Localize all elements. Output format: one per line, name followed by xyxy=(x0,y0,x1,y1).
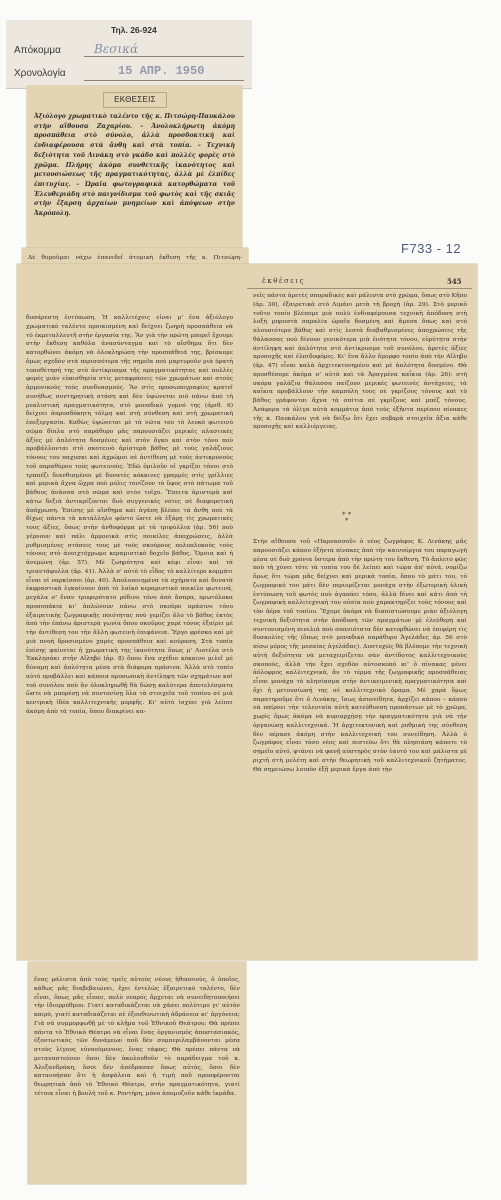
column-2b-text: Στὴν αἴθουσα τοῦ «Παρνασσοῦ» ὁ νέος ζωγράφος Κ. Λινάκης μᾶς παρουσιάζει κάπου ἑξήντα πίνακες ἀπὸ τὴν καινούργια του παραγωγὴ μέσα σὲ δυὸ χρόνια ὕστερα ἀπὸ τὴν πρώτη του ἔκθεση. Τὸ ἄπλετο φῶς ποὺ τὴ χύνει τότε τὰ τοπία του δὲ λείπει καὶ τώρα ἀπ' αὐτά, νομίζω ὅμως ὅτι τώρα μᾶς δείχνει καὶ μερικὰ τοπία, ὅπου τὸ μάτι του, τὸ ζωγραφικό του μάτι δὲν περιορίζεται μονάχα στὴν ἐξωτερικὴ ὑλικὴ ἐντύπωση τοῦ φωτὸς ποὺ ἀγαπάει τόσο, ἀλλὰ δίνει καὶ κάτι ἀπὸ τὴ ζωγραφικὴ καλλιτεχνικὴ του οὐσία ποὺ χαρακτηρίζει τοὺς τόνους καὶ τὸν ἀέρα τοῦ τοπίου. Ἔχομε ἀκόμα νὰ διαπιστώσουμε μιὰν ἀξιόλογη τεχνικὴ δεξιότητα στὴν ἀπόδοση τῶν πραγμάτων μὲ ἐλεύθερη καὶ συντονισμένη πινελιὰ ποὺ σπανιότατα δὲν κατορθώνει νὰ ἐπιφέρη τὶς δυσκολίες τῆς (ὅπως στὸ μοναδικὸ παράθυρο Ἀγελάδες ἀρ. 56 στὸ πίσω μέρος τῆς μεσαίας ἀγελάδας). Δυστυχῶς θὰ βλέπομε τὴν τεχνικὴ αὐτὴ δεξιότητα νὰ μεταχειρίζεται σὰν ἀντίδοτος καλλιτεχνικοὺς σκοπούς, ἀλλὰ τὴν ἔχει σχεδὸν αὐτοσκοπό κι' ὁ πίνακας μένει ἀόλοφρος καλλιτεχνικά, ἂν τὸ τέρμα τῆς ζωγραφικῆς προσπάθειας εἶναι μονάχα τὸ πλησίασμα στὴν ἀντικειμενικὴ πραγματικότητα καὶ ὄχι ἡ μετουσίωσή της σὲ καλλιτεχνικὸ ὅραμα. Μὲ χαρὰ ὅμως παρατηροῦμε ὅτι ὁ Λινάκης, ἴσως ἀσυνείδητα, ἀρχίζει κάπου – κάπου νὰ παίρνει τὴν τελευταία αὐτὴ κατεύθυνση προπάντων μὲ τὸ χρῶμα, χωρὶς ὅμως ἀκόμα νὰ κυριαρχήσῃ τὴν πραγματικότητα γιὰ νὰ τὴν ὀργανώσῃ καλλιτεχνικά. Ἡ ἀρχιτεκτονικὴ καὶ ρυθμικὴ της σύνθεση δὲν πέρασε ἀκόμη στὴν καλλιτεχνικὴ του συνείδηση. Ἀλλὰ ὁ ζωγράφος εἶναι τόσο νέος καὶ πιστεύω ὅτι θὰ πλησιάση κάποτε τὸ σημεῖο αὐτό, φτάνει νὰ φανῇ αὐστηρὸς στὸν ἑαυτό του καὶ μάλιστα μὲ ριχτὴ στὴ μελέτη καὶ στὴν θεωρητικὴ τοῦ καλλιτεχνικοῦ ζητήματος. Θὰ σημειώσω λοιπὸν ἑξῆ μερικὰ ἔργα ἀπὸ τὴν xyxy=(253,539,467,773)
section-header-box xyxy=(103,92,167,108)
running-head: ἐκθέσεις xyxy=(262,277,306,285)
apokomma-underline xyxy=(84,56,244,57)
section-title: ΕΚΘΕΣΕΙΣ xyxy=(114,95,156,104)
page-number: 545 xyxy=(447,277,462,286)
main-clipping xyxy=(17,264,477,960)
bottom-column-text: ἕνας μάλιστα ἀπὸ τοὺς τρεῖς αὐτοὺς νέους ἠθοποιούς, ὁ ὁποῖος, κάθως μᾶς διαβεβαιώνει, ἔχει ἐντελῶς ἐξαιρετικὸ ταλέντο, δὲν εἶναι, ὅπως μᾶς εἶπαν, πολὺ νεαρός ἄρχεται νὰ συνειδητοποιήσει τὴν ἰδιορρύθμου. Γιατί καταδικάζεται νὰ χάσει πολύτιμο γι' αὐτὸν καιρό, γιατί καταδικάζεται σὲ ἐξουθενωτικὴ ἀδράνεια κι' ἀργόνεια; Γιὰ νὰ συμμορφωθῇ μὲ τὸ κλῆμα τοῦ Ἐθνικοῦ Θεάτρου; Θὰ πρέπει πάντα τὸ Ἐθνικὸ Θέατρο νὰ εἶναι ἕνας ὀργανισμὸς ἀποστασιακός, ἐξοντωτικὸς τῶν δυνάμεων ποῦ δὲν συμπεριλαμβάνονται μέσα στοὺς λίγους εὐνοούμενους. ἕνας τάφος; Θὰ πρέπει πάντα νὰ μεταναστεύουν ὅσοι δὲν ἀκολουθοῦν τὸ παράδειγμα τοῦ κ. Ἀλεξανδράκη, ὅσοι δὲν ἀπέδρασαν ὅπως αὐτός, ὅσοι δὲν κατανοήσαν ὅτι ἡ ἀσφάλεια καὶ ἡ τιμή ποῦ προσφέρονται θεωρητικὰ ἀπὸ τὸ Ἐθνικὸ Θέατρο, στὴν πραγματικότητα, γιατί τέτοια εἶναι ἡ βουλὴ τοῦ κ. Ροντήρη, μόνο ἀπομυζοῦν κάθε ἱκμάδα. xyxy=(34,977,240,1097)
bottom-clipping xyxy=(28,962,246,1184)
apokomma-label: Απόκομμα xyxy=(14,45,61,56)
column-2-text: νεῖς πάντα ἀρετὲς σποραδικὲς καὶ μάλιστα στὸ χρῶμα, ὅπως στὸ Κῆπο (ἀρ. 30), ἐξαιρετικὰ στὸ Λιμάνι μετὰ τὴ βροχὴ (ἀρ. 29). Στὸ μερικὸ τοῦτο τοπίο βλέπομε μιὰ πολὺ ἐνδιαφέρουσα τεχνικὴ ἀπόδοση στὴ λοξὴ μπροστὰ παραλία ὡραῖα δοσμένη καὶ ἄμεσα ὅπως καὶ στὸ πλουσιότερο βάθος καὶ στὶς λεπτὰ διαβαθμισμένες ἀποχρώσεις τῆς θάλασσας ποὺ δίνουν γενικότερα μιὰ ἑνότητα τόνου, εὐρύτητα στὴν ἀντίληψη καὶ ἁπλότητα στὸ ἀντίκρυσμα τοῦ συνόλου, ἀρετὲς ἀξίες προσοχῆς καὶ ἐλπιδοφόρες. Κι' ἕνα ἄλλο ὄμορφο τοπίο ἀπὸ τὴν Αἴληβο (ἀρ. 47) εἶναι καλὰ ἀρχιτεκτονημένο καὶ μὲ ἁπλότητα δοσμένο. Θὰ προσθέσομε ἀκόμα σ' αὐτὰ καὶ τὰ Ἀραγμένα καΐκια (ἀρ. 26): στὴ σκόρα γαλάζια θάλασσα παίζουν μερικὲς φωτεινὲς ἀντάχειες, τὰ καΐκια προβάλλουν τὴν καμπύλη τους σὲ γκρίζους τόνους καὶ τὸ βάθος γράφονται ἄχνα τὰ σπίτια σὲ γκρίζους καὶ μπὲζ τόνους. Ἀνάφερα τὰ ὀλίγα αὐτὰ κομμάτια ἀπὸ τοὺς ἑξῆντα περίπου πίνακες τῆς κ. Παυκάλου γιὰ νὰ δείξω ὅτι ἔχει σοβαρὰ στοιχεῖα ἄξια κάθε προσοχῆς καὶ καλλιέργειας. xyxy=(253,293,467,431)
section-stars: * * * xyxy=(342,511,352,525)
clipping-card xyxy=(6,20,252,89)
tel-label: Τηλ. 26-924 xyxy=(111,25,157,35)
column-1-text: δυσάρεστη ἐντύπωση. Ἡ καλλιτέχνις εἶναι μ' ἕνα ἀξιόλογο χρωματικὸ ταλέντο προικισμένη καὶ δείχνει ζωηρὴ προσπάθεια νὰ τὸ ἐκμεταλλευτῆ στὴν ἐργασία της. Ἂν γιὰ τὴν πρώτη μπορεῖ ἔχουμε στὴν ἔκθεση καθόλα ἀνασύνταγμα καὶ τὸ αἴσθημα ὅτι δὲν κατορθώνει ἀκόμη νὰ ὁλοκληρώση τὴν προσπάθειά της, βρίσκομε ὅμως σχεδὸν στὰ περισσότερα τῆς σημεῖα ποὺ μαρτυροῦν μιὰ ὀρατὴ τοποθέτησή της στὸ ἀντίκρυσμα τῆς πραγματικότητας καὶ πολλὲς φορὲς μιὰν εὐαισθησία στὶς μεταφράσεις τῶν χρωμάτων καὶ στοὺς ἁρμονικοὺς τοὺς συνδυασμούς. Ἂν στὶς προσωπογραφίες κρατεῖ συνήθως συντηρητικὴ στάση καὶ δὲν ὑψώνεται πιὸ πάνω ἀπὸ τὴ ρεαλιστικὴ πραγματικότητα, στὸ μοναδικὸ γυμνό της (ἀριθ. 6) δείχνει ἀπροσδόκητη τόλμη καὶ στὴ σύνθεση καὶ στὴ χρωματικὴ ἐπεξεργασία. Καθὼς ὑψώνεται μὲ τὰ νῶτα του τὸ λευκὸ φωτεινὸ σῶμα δίπλα στὸ παράθυρο μᾶς παρουσιάζει μερικὲς πλαστικὲς ἀξίες μὲ ἁπλότητα δοσμένες καὶ στὸν ὄγκο καὶ στὸν τόνο ποὺ προβάλλονται στὸ σκοτεινὸ ἀρίστερὰ βάθος μὲ τοὺς γαλάζιους τόνους του παχυσκι καὶ ἀχρώμοι σὲ ἀντίθεση μὲ τοὺς ἀντικρυνοὺς τοῦ παραθύρου τοὺς φωτεινούς. Ἐδῶ ὁμιλοῦν οἱ γκρίζοι τόνοι στὸ τραπέζι διανθισμένοι μὲ δυνατὲς κόκκινες γραμμὲς στὶς γρίλλιες καὶ μερικὰ ἄχνα ὥχρα ποὺ μόλις τονίζουν τὸ ὕφος στὸ πάτωμα τοῦ βάθους ἀνάσσα στὸ σῶμα καὶ στὸν τοῖχο. Ἔπειτα ἀριστερὰ καὶ κάτω δεξιὰ ἀντικρίζονται δυὸ συγγενικὲς νότες σὲ διαφορετικὴ ἀπόχρωση. Ἐπίσης μὲ αἴσθημα καὶ ἀγάπη βλέπει τὰ ἄνθη ποὺ τὰ δίχως πάντα τὰ κατάλληλο φόντο ὥστε νὰ ἐξάρῃ τὶς χρωματικὲς τους ἀξίες, ὅπως στὴν ἀνθοφόρμα μὲ τὰ τριφύλλια (ἀρ. 56) ποὺ γέρνουν καὶ πάλι ἀρμονικὰ στὶς ποικίλες ἀποχρώσεις, ἀλλὰ ρυθμισμένες στάσεις τους μὲ τοὺς σκούρους πολυπλοκοὺς τοὺς τόνους στὸ ἀνοιχτόχρωμο κεραμιστικὸ δοχεῖο βάθος. Ὅμοια καὶ ἡ ἀνεμώνη (ἀρ. 57). Μὲ ζωηρότητα καὶ κέφι εἶναι καὶ τὰ τριαντάφυλλα (ἀρ. 41). Ἀλλὰ σ' αὐτὸ τὸ εἶδος τὸ καλλίτερο κομμάτι εἶναι οἱ ναρκίσσοι (ἀρ. 40). Ἀπολοποιημένα τὰ σχήματα καὶ δυνατὰ ἐκφραστικὰ ἐγκαίνουν ἀπὸ τὸ λαϊκὸ κεραμιστικὸ ποικίλο φωτεινά, μεγάλα σ' ἕναν τρυφερότατο ρόδινο τόνο ἀπὸ ἄσπρα, πρωτόλοκα προσοπάκια κι' ἁπλώνουν πάνω στὸ σκοῦρο πράσινο τόνο ἐξαιρετικὴς ζωγραφικῆς ποιότητας ποὺ γεμίζει ὅλο τὸ βάθος ἐκτὸς ἀπὸ τὴν ἐπάνω ἀριστερὰ γωνία ὅπου σκοῦρος χαρὲ τόνος ἐξαίρει μὲ τὴν ἀντίθεση του τὴν ἄλλη φωτεινὴ ἐπιφάνεια. Ἔργο φρέσκο καὶ μὲ μιὰ πνοὴ δροσισμένο χαρὲς προσπάθεια καὶ κούραση. Στὰ τοπία ἐπίσης φαίνεται ἡ χρωματικὴ της ἱκανότητα ὅπως μ' Λιοτέλα στὸ Ἐκκλησάκι στὴν Αἴληβο (ἀρ. 8) ὅπου ἕνα σχέδιο κόκκινο μιλεῖ μὲ δύναμη καὶ ἁπλότητα μέσα στὰ διάφορα πράσινα. Ἀλλὰ στὸ τοπίο αὐτὸ προβάλλει καὶ κάποια προσωπικὴ ἀντίληψη τῶν σχημάτων καὶ τοῦ συνόλου ποὺ ἂν ὁλοκληρωθῇ θὰ δώσῃ καλύτερα ἀποτελέσματα ὥστε νὰ μπορέσῃ νὰ συντονίσῃ ὅλα τὰ στοιχεῖα τοῦ τοπίου σὲ μιὰ κεντρικὴ ἰδέα καλλιτεχνικῆς μορφῆς. Κι' αὐτὸ ἰσχύει γιὰ λείπει ἀκόμη ἀπὸ τὰ τοπία, ὅπου διακρίνει κα- xyxy=(26,315,233,715)
chronologia-underline xyxy=(84,80,244,81)
article-summary: Ἀξιόλογο χρωματικὸ ταλέντο τῆς κ. Πιτσώρη-Παυκάλου στὴν αἴθουσα Ζαχαρίου. – Ἀνολοκλήρωτη ἀκόμη προσπάθεια στὸ σύνολο, ἀλλὰ προσδοκτική καὶ ἐνδιαφέρουσα στὰ ἄνθη καὶ στὰ τοπία. – Τεχνικὴ δεξιότητα τοῦ Λινάκη στὸ γκάδο καὶ πολλὲς φορὲς στὸ χρῶμα. Πλήρης ἀκόμα συνθετικῆς ἱκανότητος καὶ μετουσιώσεως τῆς πραγματικότητας, ἀλλὰ μὲ ἐλπίδες ἐπιτυχίας. – Ὡραῖα φωτογραφικὰ κατορθώματα τοῦ Ἐλευθεριάδη στὸ παιγνίδισμα τοῦ φωτὸς καὶ τῆς σκιᾶς στὴν ἔξαρση ἀρχαίων μνημείων καὶ ἀπόψεων στὴν Ἀκρόπολη. xyxy=(34,113,235,218)
chronologia-stamp-value: 15 ΑΠΡ. 1950 xyxy=(118,64,205,78)
article-intro: Δὲ θυμοῦμαι νάχω ἐπανιδεῖ ἀτομικὴ ἔκθεση τῆς κ. Πιτσώρη- xyxy=(28,255,242,261)
chronologia-label: Χρονολογία xyxy=(14,68,66,79)
header-rule xyxy=(247,288,472,289)
apokomma-handwritten-value: Βεσικά xyxy=(94,42,139,56)
archive-reference: F733 - 12 xyxy=(401,241,462,256)
summary-clipping xyxy=(27,86,242,248)
